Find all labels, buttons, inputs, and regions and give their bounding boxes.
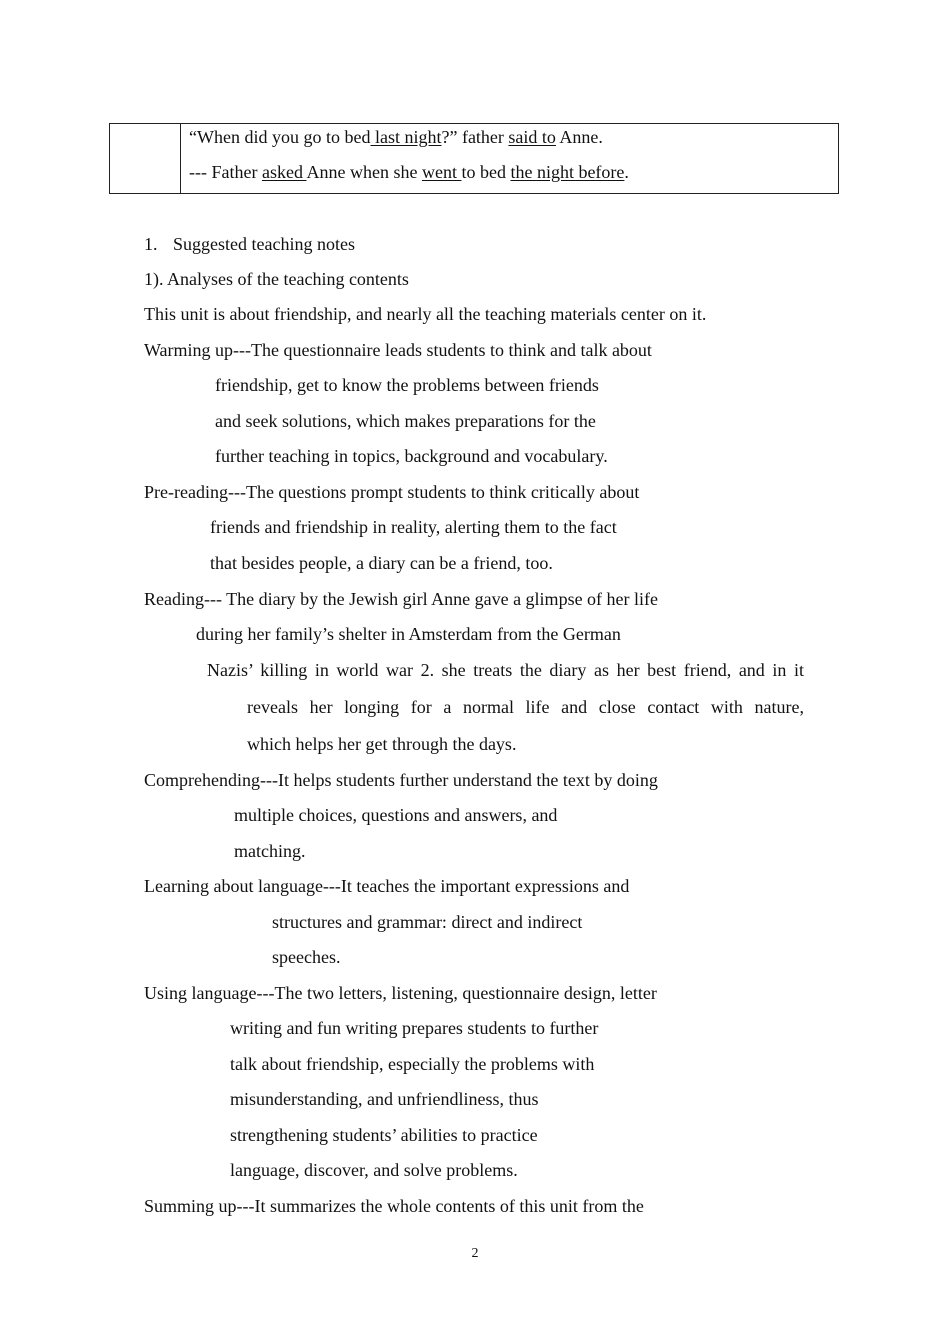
subsection-heading: 1). Analyses of the teaching contents: [144, 269, 409, 289]
pre-reading-line: that besides people, a diary can be a friend, too.: [210, 553, 553, 573]
underlined-phrase: went: [421, 162, 462, 182]
reading-line: reveals her longing for a normal life and close contact with nature,: [247, 697, 804, 717]
table-column-divider: [180, 124, 181, 193]
using-language-line: misunderstanding, and unfriendliness, thus: [230, 1089, 539, 1109]
intro-paragraph: This unit is about friendship, and nearly all the teaching materials center on it.: [144, 304, 707, 324]
reading-line: Nazis’ killing in world war 2. she treats the diary as her best friend, and in it: [207, 660, 804, 680]
underlined-phrase: said to: [508, 127, 556, 147]
table-row-indirect-speech: [189, 162, 629, 183]
page-number: 2: [471, 1246, 479, 1261]
section-heading: Suggested teaching notes: [173, 234, 355, 254]
table-row-direct-speech: [189, 127, 603, 148]
pre-reading-line: friends and friendship in reality, alerting them to the fact: [210, 517, 617, 537]
pre-reading-line: Pre-reading---The questions prompt students to think critically about: [144, 482, 640, 502]
comprehending-line: matching.: [234, 841, 306, 861]
underlined-phrase: last night: [370, 127, 442, 147]
warming-up-line: and seek solutions, which makes preparations for the: [215, 411, 596, 431]
warming-up-line: Warming up---The questionnaire leads students to think and talk about: [144, 340, 652, 360]
underlined-phrase: asked: [261, 162, 307, 182]
using-language-line: talk about friendship, especially the problems with: [230, 1054, 595, 1074]
text-run: “When did you go to bed: [189, 127, 371, 147]
section-number: 1.: [144, 234, 158, 254]
text-run: --- Father: [189, 162, 262, 182]
reading-line: which helps her get through the days.: [247, 734, 517, 754]
learning-language-line: speeches.: [272, 947, 341, 967]
text-run: Anne when she: [306, 162, 422, 182]
example-table: [109, 123, 839, 194]
summing-up-line: Summing up---It summarizes the whole contents of this unit from the: [144, 1196, 644, 1216]
reading-line: during her family’s shelter in Amsterdam from the German: [196, 624, 621, 644]
warming-up-line: friendship, get to know the problems between friends: [215, 375, 599, 395]
using-language-line: strengthening students’ abilities to practice: [230, 1125, 538, 1145]
reading-line: Reading--- The diary by the Jewish girl Anne gave a glimpse of her life: [144, 589, 659, 609]
using-language-line: Using language---The two letters, listening, questionnaire design, letter: [144, 983, 657, 1003]
text-run: ?” father: [441, 127, 509, 147]
comprehending-line: Comprehending---It helps students further understand the text by doing: [144, 770, 658, 790]
warming-up-line: further teaching in topics, background and vocabulary.: [215, 446, 608, 466]
using-language-line: language, discover, and solve problems.: [230, 1160, 518, 1180]
learning-language-line: Learning about language---It teaches the important expressions and: [144, 876, 630, 896]
text-run: Anne.: [555, 127, 603, 147]
comprehending-line: multiple choices, questions and answers, and: [234, 805, 558, 825]
underlined-phrase: the night before: [510, 162, 625, 182]
learning-language-line: structures and grammar: direct and indirect: [272, 912, 583, 932]
using-language-line: writing and fun writing prepares students to further: [230, 1018, 599, 1038]
text-run: .: [624, 162, 629, 182]
text-run: to bed: [461, 162, 511, 182]
